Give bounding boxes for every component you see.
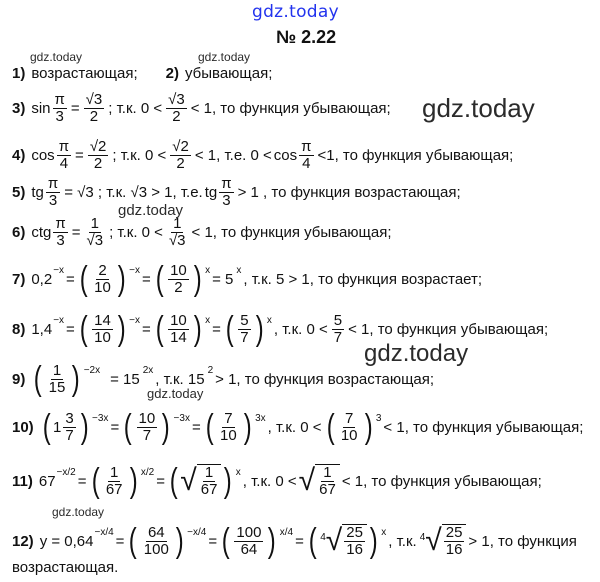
numerator: 100 <box>236 523 262 541</box>
root-index: 4 <box>419 531 426 543</box>
radical-sign: √ <box>425 524 442 557</box>
paren-open: ( <box>308 522 317 560</box>
exponent: x <box>205 264 211 276</box>
fraction <box>444 525 465 558</box>
func-name: tg <box>31 183 44 201</box>
fraction <box>142 525 171 558</box>
item-9 <box>12 360 436 398</box>
text: , т.к. 0 < <box>242 472 297 490</box>
numerator: 1 <box>110 463 119 481</box>
denominator: √3 <box>86 231 104 249</box>
item-number: 9) <box>12 370 26 388</box>
exponent: 3x <box>255 412 266 424</box>
numerator: 64 <box>147 523 165 541</box>
paren-open: ( <box>326 408 335 446</box>
text: возрастающая. <box>12 558 119 576</box>
text: > 1, то функция <box>468 532 577 550</box>
item-8 <box>12 310 550 348</box>
func-name: cos <box>31 146 55 164</box>
fraction <box>317 465 338 498</box>
item-text: возрастающая; <box>31 64 138 82</box>
denominator: 4 <box>302 154 311 172</box>
paren-close: ) <box>369 522 378 560</box>
func-name: ctg <box>31 223 52 241</box>
exponent: x/2 <box>140 466 155 478</box>
text: , т.к. 15 <box>155 370 205 388</box>
fraction <box>104 465 125 498</box>
exponent: x <box>266 314 272 326</box>
problem-title: № 2.22 <box>276 27 337 47</box>
text: ; т.к. 0 < <box>108 99 163 117</box>
numerator: 1 <box>90 214 99 232</box>
denominator: 7 <box>65 426 74 444</box>
exponent: x <box>205 314 211 326</box>
paren-open: ( <box>91 462 100 500</box>
numerator: 7 <box>224 409 233 427</box>
radical-sign: √ <box>180 464 197 497</box>
fraction <box>88 139 109 172</box>
exponent: −x/4 <box>94 526 114 538</box>
numerator: 5 <box>333 311 343 329</box>
paren-open: ( <box>79 310 88 348</box>
paren-close: ) <box>224 462 233 500</box>
radical <box>299 464 340 498</box>
item-number: 1) <box>12 64 26 82</box>
item-number: 3) <box>12 99 26 117</box>
denominator: 67 <box>319 481 336 498</box>
denominator: 3 <box>56 231 65 249</box>
fraction <box>339 411 360 444</box>
denominator: 16 <box>445 541 463 558</box>
exponent: 3 <box>375 412 382 424</box>
text: < 1, то функция убывающая; <box>341 472 542 490</box>
numerator: π <box>301 137 312 155</box>
numerator: 1 <box>52 361 62 379</box>
fraction <box>168 263 189 296</box>
exponent: x <box>236 264 242 276</box>
fraction <box>218 411 239 444</box>
func-name: cos <box>273 146 298 164</box>
numerator: π <box>58 137 70 155</box>
paren-open: ( <box>129 522 138 560</box>
numerator: π <box>54 90 65 108</box>
numerator: π <box>221 174 232 192</box>
text: < 1, то функция убывающая; <box>191 223 392 241</box>
fraction <box>137 411 158 444</box>
fraction <box>299 139 313 172</box>
fraction <box>166 92 187 125</box>
item-10 <box>12 408 585 446</box>
numerator: 10 <box>170 311 187 329</box>
equals: = <box>212 320 221 338</box>
equals: = <box>295 532 304 550</box>
denominator: 2 <box>172 107 181 125</box>
fraction <box>92 263 113 296</box>
paren-close: ) <box>129 462 138 500</box>
item-number: 4) <box>12 146 26 164</box>
exponent: −3x <box>92 412 109 424</box>
numerator: √3 <box>85 90 103 108</box>
item-number: 10) <box>12 418 34 436</box>
denominator: 10 <box>94 328 111 346</box>
text: < 1, т.е. 0 < <box>194 146 272 164</box>
denominator: 67 <box>200 481 218 498</box>
watermark: gdz.today <box>422 93 535 123</box>
text: ; т.к. 0 < <box>109 223 163 241</box>
denominator: 2 <box>93 154 103 172</box>
fraction <box>63 411 75 444</box>
denominator: 10 <box>94 278 111 296</box>
paren-close: ) <box>193 260 202 298</box>
numerator: 1 <box>173 214 182 232</box>
item-number: 6) <box>12 223 26 241</box>
radical <box>425 524 466 558</box>
watermark: gdz.today <box>52 505 105 519</box>
numerator: 1 <box>204 464 214 482</box>
fraction <box>344 525 365 558</box>
paren-open: ( <box>169 462 178 500</box>
paren-open: ( <box>225 310 234 348</box>
numerator: √3 <box>168 90 185 108</box>
item-number: 5) <box>12 183 26 201</box>
exponent: x <box>381 526 387 538</box>
fraction <box>84 216 105 249</box>
base: y = 0,64 <box>39 532 94 550</box>
fraction <box>168 313 189 346</box>
text: > 1 , то функция возрастающая; <box>237 183 461 201</box>
exponent: −3x <box>173 412 190 424</box>
equals: = <box>142 320 151 338</box>
paren-close: ) <box>268 522 277 560</box>
item-7 <box>12 260 484 298</box>
fraction <box>84 92 105 125</box>
paren-open: ( <box>205 408 214 446</box>
equals: = <box>156 472 165 490</box>
text: , т.к. 0 < <box>273 320 328 338</box>
equals: = <box>75 146 84 164</box>
radical <box>326 524 367 558</box>
denominator: 67 <box>105 480 123 498</box>
text: ; т.к. 0 < <box>112 146 167 164</box>
denominator: 7 <box>240 328 249 346</box>
item-number: 11) <box>12 472 33 490</box>
exponent: −x <box>53 264 65 276</box>
numerator: 14 <box>94 311 111 329</box>
root-index: 4 <box>320 531 326 543</box>
fraction <box>53 92 67 125</box>
numerator: 25 <box>445 524 463 542</box>
item-5 <box>12 174 463 209</box>
text: = 15 <box>110 370 140 388</box>
numerator: 2 <box>98 261 107 279</box>
numerator: π <box>55 214 66 232</box>
item-text: убывающая; <box>185 64 273 82</box>
paren-close: ) <box>364 408 373 446</box>
denominator: 16 <box>346 541 363 558</box>
fraction <box>92 313 113 346</box>
fraction <box>234 525 263 558</box>
fraction <box>219 176 233 209</box>
denominator: 4 <box>59 154 69 172</box>
equals: = <box>142 270 151 288</box>
denominator: 3 <box>48 191 58 209</box>
fraction <box>47 363 68 396</box>
denominator: √3 <box>168 231 186 249</box>
exponent: x <box>235 466 241 478</box>
denominator: 10 <box>220 426 237 444</box>
paren-open: ( <box>155 260 164 298</box>
func-name: tg <box>204 183 218 201</box>
watermark: gdz.today <box>198 50 251 64</box>
watermark-top: gdz.today <box>252 2 339 22</box>
numerator: 3 <box>65 409 74 427</box>
whole-part: 1 <box>53 418 62 436</box>
paren-open: ( <box>123 408 132 446</box>
paren-close: ) <box>175 522 184 560</box>
denominator: 7 <box>333 328 343 346</box>
item-number: 8) <box>12 320 26 338</box>
watermark: gdz.today <box>30 50 83 64</box>
equals: = <box>71 223 81 241</box>
item-number: 2) <box>165 64 179 82</box>
item-11 <box>12 462 544 500</box>
denominator: 7 <box>142 426 152 444</box>
text: = √3 ; т.к. √3 > 1, т.е. <box>64 183 203 201</box>
fraction <box>46 176 60 209</box>
text: , т.к. 0 < <box>267 418 322 436</box>
exponent: x/4 <box>279 526 294 538</box>
numerator: 7 <box>345 409 354 427</box>
denominator: 2 <box>174 278 183 296</box>
fraction <box>57 139 71 172</box>
paren-close: ) <box>243 408 252 446</box>
numerator: 1 <box>323 464 332 482</box>
fraction <box>53 216 67 249</box>
text: < 1, то функция убывающая; <box>348 320 549 338</box>
denominator: 64 <box>240 540 258 558</box>
paren-close: ) <box>193 310 202 348</box>
exponent: −2x <box>83 364 101 376</box>
radical-sign: √ <box>325 524 343 557</box>
exponent: 2 <box>207 364 214 376</box>
paren-open: ( <box>155 310 164 348</box>
paren-close: ) <box>117 260 126 298</box>
equals: = <box>70 99 80 117</box>
func-name: sin <box>31 99 51 117</box>
denominator: 14 <box>170 328 187 346</box>
numerator: √2 <box>89 137 107 155</box>
paren-open: ( <box>42 408 51 446</box>
paren-open: ( <box>221 522 230 560</box>
base: 0,2 <box>31 270 53 288</box>
item-3 <box>12 90 393 125</box>
watermark: gdz.today <box>118 202 184 219</box>
denominator: 100 <box>143 540 169 558</box>
paren-close: ) <box>80 408 89 446</box>
exponent: −x <box>53 314 65 326</box>
watermark: gdz.today <box>147 386 204 401</box>
paren-close: ) <box>255 310 264 348</box>
text: , т.к. <box>388 532 417 550</box>
denominator: 10 <box>340 426 358 444</box>
fraction <box>332 313 344 346</box>
radical <box>180 464 221 498</box>
denominator: 2 <box>89 107 99 125</box>
denominator: 2 <box>176 154 185 172</box>
exponent: −x <box>129 264 140 276</box>
item-6 <box>12 214 394 249</box>
numerator: 25 <box>346 524 363 542</box>
watermark: gdz.today <box>364 340 469 367</box>
numerator: 5 <box>240 311 249 329</box>
exponent: −x/2 <box>56 466 76 478</box>
numerator: 10 <box>138 409 156 427</box>
equals: = <box>66 320 75 338</box>
base: 1,4 <box>31 320 53 338</box>
equals: = <box>66 270 75 288</box>
item-1-2 <box>12 58 272 88</box>
denominator: 3 <box>55 107 64 125</box>
fraction <box>170 139 191 172</box>
paren-close: ) <box>117 310 126 348</box>
equals: = <box>191 418 201 436</box>
equals: = <box>115 532 125 550</box>
fraction <box>167 216 188 249</box>
paren-open: ( <box>79 260 88 298</box>
item-4 <box>12 137 515 172</box>
base: 67 <box>38 472 56 490</box>
numerator: √2 <box>172 137 189 155</box>
radical-sign: √ <box>298 464 316 497</box>
exponent: 2x <box>142 364 154 376</box>
numerator: 10 <box>170 261 187 279</box>
fraction <box>238 313 250 346</box>
item-12-continued <box>12 552 118 582</box>
numerator: π <box>47 174 59 192</box>
item-number: 7) <box>12 270 26 288</box>
text: = 5 <box>212 270 234 288</box>
text: , т.к. 5 > 1, то функция возрастает; <box>243 270 483 288</box>
paren-open: ( <box>34 360 42 398</box>
equals: = <box>208 532 218 550</box>
equals: = <box>77 472 87 490</box>
text: <1, то функция убывающая; <box>317 146 514 164</box>
paren-close: ) <box>161 408 170 446</box>
text: < 1, то функция убывающая; <box>383 418 584 436</box>
denominator: 3 <box>222 191 231 209</box>
fraction <box>199 465 220 498</box>
paren-close: ) <box>72 360 80 398</box>
equals: = <box>110 418 120 436</box>
exponent: −x/4 <box>187 526 207 538</box>
item-number: 12) <box>12 532 34 550</box>
exponent: −x <box>129 314 140 326</box>
text: < 1, то функция убывающая; <box>190 99 391 117</box>
denominator: 15 <box>48 378 66 396</box>
text: > 1, то функция возрастающая; <box>215 370 435 388</box>
